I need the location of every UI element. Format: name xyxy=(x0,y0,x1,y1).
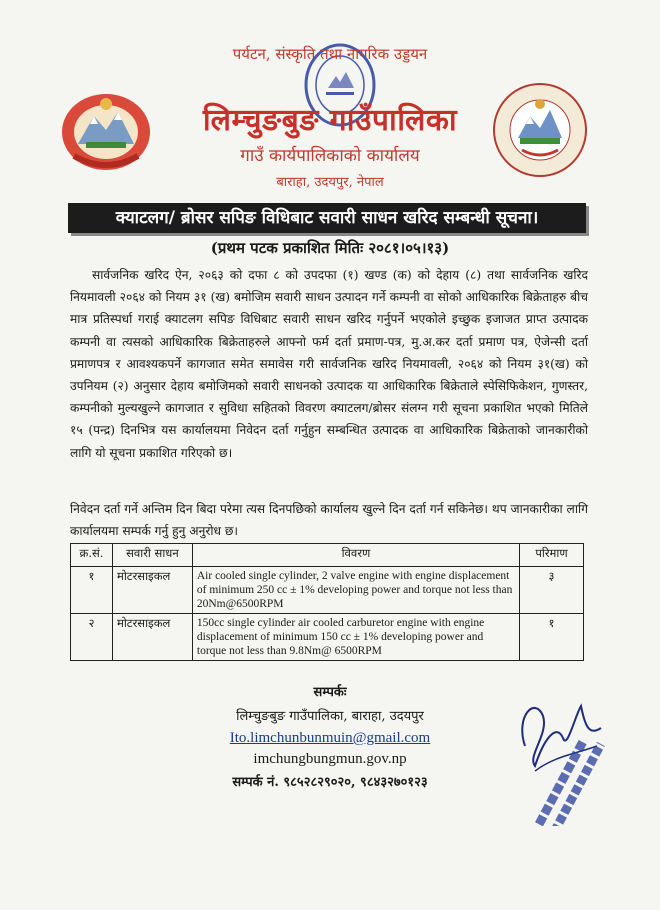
contact-address: लिम्चुङबुङ गाउँपालिका, बाराहा, उदयपुर xyxy=(236,709,424,724)
ministry-line: पर्यटन, संस्कृति तथा नागरिक उड्डयन xyxy=(232,45,428,63)
column-header: सवारी साधन xyxy=(112,544,192,567)
row-description: 150cc single cylinder air cooled carburetor engine with engine displacement of minimum 150 cc ± 1% developing power and torque not less than 9.8Nm@ 6500RPM xyxy=(192,614,519,661)
row-description: Air cooled single cylinder, 2 valve engine with engine displacement of minimum 250 cc ± 1% developing power and torque not less than 20Nm@6500RPM xyxy=(192,567,519,614)
column-header: विवरण xyxy=(192,544,519,567)
row-quantity: ३ xyxy=(520,567,584,614)
notice-body: सार्वजनिक खरिद ऐन, २०६३ को दफा ८ को उपदफा (१) खण्ड (क) को देहाय (८) तथा सार्वजनिक खरिद नियमावली २०६४ को नियम ३१ (ख) बमोजिम सवारी साधन उत्पादन गर्ने कम्पनी वा सोको आधिकारिक बिक्रेताहरु बीच मात्र प्रतिस्पर्धा गराई क्याटलग सपिङ विधिबाट सवारी साधन खरिद गर्नुपर्ने भएकोले इच्छुक इजाजत प्राप्त उत्पादक कम्पनी वा त्यसको आधिकारिक बिक्रेताहरुले आफ्नो फर्म दर्ता प्रमाण-पत्र, मु.अ.कर दर्ता प्रमाण पत्र, ऐजेन्सी दर्ता प्रमाणपत्र र आवश्यकपर्ने कागजात समेत समावेस गरी सार्वजनिक खरिद नियमावली, २०६४ को नियम ३१(ख) को उपनियम (२) अनुसार देहाय बमोजिमको सवारी साधनको उत्पादक या आधिकारिक बिक्रेताले स्पेसिफिकेशन, गुणस्तर, कम्पनीको मुल्यखुल्ने कागजात र सुविधा सहितको विवरण क्याटलग/ब्रोसर संलग्न गरी सूचना प्रकाशित भएको मितिले १५ (पन्द्र) दिनभित्र यस कार्यालयमा निवेदन दर्ता गर्नुहुन सम्बन्धित उत्पादक वा आधिकारिक बिक्रेताको जानकारीको लागि यो सूचना प्रकाशित गरिएको छ। xyxy=(70,268,588,460)
contact-label: सम्पर्कः xyxy=(313,685,347,700)
vehicle-table xyxy=(70,543,584,661)
table-header-row xyxy=(71,544,584,567)
row-quantity: १ xyxy=(520,614,584,661)
row-serial: २ xyxy=(71,614,113,661)
notice-title: क्याटलग/ ब्रोसर सपिङ विधिबाट सवारी साधन खरिद सम्बन्धी सूचना। xyxy=(68,203,586,233)
contact-block xyxy=(180,682,480,790)
office-name: गाउँ कार्यपालिकाको कार्यालय xyxy=(240,146,420,166)
publication-date: (प्रथम पटक प्रकाशित मितिः २०८१।०५।१३) xyxy=(210,239,450,257)
notice-body-closing: निवेदन दर्ता गर्ने अन्तिम दिन बिदा परेमा त्यस दिनपछिको कार्यालय खुल्ने दिन दर्ता गर्न सकिनेछ। थप जानकारीका लागि कार्यालयमा सम्पर्क गर्नु हुनु अनुरोध छ। xyxy=(70,502,588,538)
municipality-logo-icon xyxy=(490,80,590,180)
contact-website-link[interactable]: imchungbungmun.gov.np xyxy=(253,751,407,767)
office-address: बाराहा, उदयपुर, नेपाल xyxy=(276,175,384,190)
contact-email-link[interactable]: Ito.limchunbunmuin@gmail.com xyxy=(229,730,431,746)
municipality-name: लिम्चुङबुङ गाउँपालिका xyxy=(202,103,458,138)
row-vehicle: मोटरसाइकल xyxy=(112,614,192,661)
row-serial: १ xyxy=(71,567,113,614)
official-signature-stamp xyxy=(505,676,615,826)
table-row xyxy=(71,614,584,661)
column-header: परिमाण xyxy=(520,544,584,567)
column-header: क्र.सं. xyxy=(71,544,113,567)
row-vehicle: मोटरसाइकल xyxy=(112,567,192,614)
table-row xyxy=(71,567,584,614)
contact-phone: सम्पर्क नं. ९८५२८२९०२०, ९८४३२७०१२३ xyxy=(232,775,428,790)
